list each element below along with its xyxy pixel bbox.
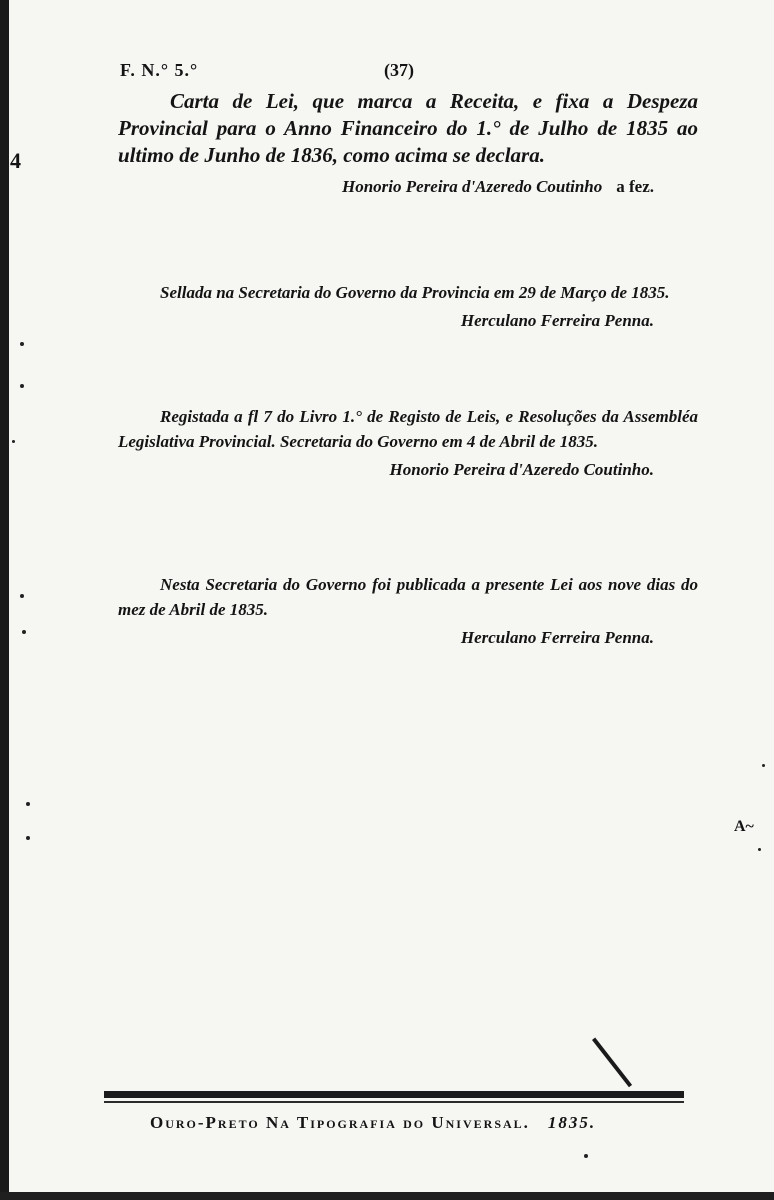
section-carta-de-lei [118, 88, 698, 197]
section-publicada [118, 572, 698, 648]
signature-name: Honorio Pereira d'Azeredo Coutinho [342, 177, 603, 196]
page-header [120, 60, 700, 84]
scan-edge-left [0, 0, 9, 1200]
speck [26, 802, 30, 806]
speck [12, 440, 15, 443]
footer-rule-thick [104, 1091, 684, 1098]
speck [20, 384, 24, 388]
speck [20, 594, 24, 598]
folio-label: F. N.° 5.° [120, 60, 199, 80]
imprint-text: Ouro-Preto Na Tipografia do Universal. [150, 1113, 530, 1132]
imprint-line [150, 1113, 596, 1133]
speck [762, 764, 765, 767]
scan-edge-bottom [0, 1192, 774, 1200]
registada-text: Registada a fl 7 do Livro 1.° de Registo de Leis, e Resoluções da Assembléa Legislativa Provincial. Secretaria do Governo em 4 de Abril de 1835. [118, 407, 698, 451]
speck [22, 630, 26, 634]
imprint-year: 1835. [547, 1113, 597, 1132]
section-sellada [118, 280, 698, 331]
speck [758, 848, 761, 851]
signature-coutinho-2: Honorio Pereira d'Azeredo Coutinho. [389, 460, 654, 479]
signature-coutinho [118, 177, 698, 197]
speck [26, 836, 30, 840]
margin-glyph-left: 4 [10, 148, 21, 173]
ink-slash-mark [592, 1038, 632, 1088]
speck [584, 1154, 588, 1158]
signature-penna-1: Herculano Ferreira Penna. [460, 311, 654, 330]
sellada-text: Sellada na Secretaria do Governo da Provincia em 29 de Março de 1835. [160, 283, 670, 302]
section-registada [118, 404, 698, 480]
publicada-text: Nesta Secretaria do Governo foi publicada a presente Lei aos nove dias do mez de Abril de 1835. [118, 575, 698, 619]
footer-rule-thin [104, 1101, 684, 1103]
carta-de-lei-text: Carta de Lei, que marca a Receita, e fixa a Despeza Provincial para o Anno Financeiro do 1.° de Julho de 1835 ao ultimo de Junho de 1836, como acima se declara. [118, 89, 698, 167]
signature-penna-2: Herculano Ferreira Penna. [460, 628, 654, 647]
page-number: (37) [384, 60, 414, 80]
margin-scribble-right: A~ [734, 818, 754, 835]
speck [20, 342, 24, 346]
signature-suffix: a fez. [616, 177, 654, 196]
